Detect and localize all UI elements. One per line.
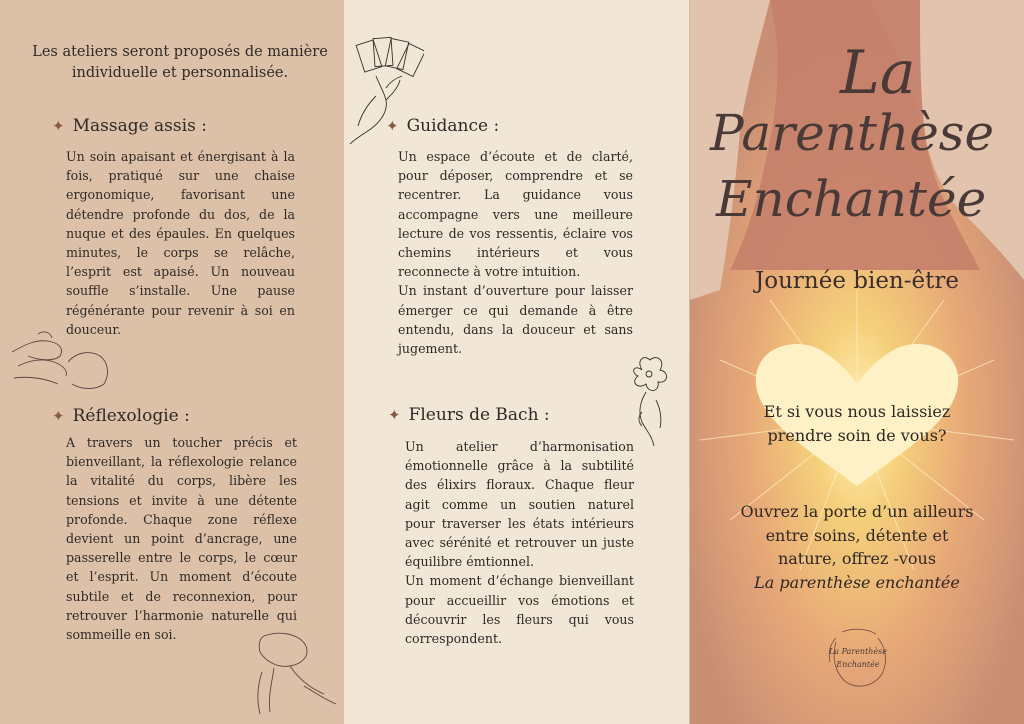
middle-panel <box>344 0 690 724</box>
sparkle-star-icon: ✦ <box>52 117 65 135</box>
call-to-action <box>690 500 1024 594</box>
left-panel <box>0 0 344 724</box>
right-panel <box>690 0 1024 724</box>
logo-text-1: La Parenthèse <box>828 647 888 656</box>
massage-heading <box>52 116 207 136</box>
foot-reflexology-icon <box>244 628 340 720</box>
heart-line-1: Et si vous nous laissiez <box>763 402 951 421</box>
guidance-title: Guidance : <box>406 116 500 136</box>
bach-title: Fleurs de Bach : <box>408 405 550 425</box>
sparkle-star-icon: ✦ <box>388 406 401 424</box>
reflexo-body <box>66 433 297 644</box>
bach-body <box>405 437 634 648</box>
massage-hands-icon <box>8 326 118 392</box>
intro-text: Les ateliers seront proposés de manière individuelle et personnalisée. <box>32 44 328 81</box>
cta-line-4: La parenthèse enchantée <box>754 572 960 592</box>
massage-title: Massage assis : <box>72 116 207 136</box>
sparkle-star-icon: ✦ <box>52 407 65 425</box>
cta-line-1: Ouvrez la porte d’un ailleurs <box>740 502 974 521</box>
massage-body <box>66 147 295 339</box>
bach-heading <box>388 405 550 425</box>
guidance-heading <box>386 116 499 136</box>
cta-line-3: nature, offrez -vous <box>777 549 937 568</box>
guidance-text-2: Un instant d’ouverture pour laisser émerger ce qui demande à être entendu, dans la douceur et sans jugement. <box>398 283 633 357</box>
subtitle: Journée bien-être <box>755 268 959 294</box>
guidance-text-1: Un espace d’écoute et de clarté, pour déposer, comprendre et se recentrer. La guidance vous accompagne vers une meilleure lecture de vos ressentis, éclaire vos chemins intérieurs et vous reconnecte à votre intuition. <box>398 149 633 280</box>
massage-text: Un soin apaisant et énergisant à la fois, pratiqué sur une chaise ergonomique, favorisant une détendre profonde du dos, de la nuque et des épaules. En quelques minutes, le corps se relâche, l’esprit est apaisé. Un nouveau souffle s’installe. Une pause régénérante pour revenir à soi en douceur. <box>66 149 295 337</box>
bach-text-2: Un moment d’échange bienveillant pour accueillir vos émotions et découvrir les fleurs qui vous correspondent. <box>405 573 634 647</box>
reflexo-heading <box>52 406 190 426</box>
cta-line-2: entre soins, détente et <box>765 525 949 545</box>
logo-text-2: Enchantée <box>836 660 880 669</box>
guidance-body <box>398 147 633 358</box>
heart-line-2: prendre soin de vous? <box>767 426 947 445</box>
reflexo-title: Réflexologie : <box>72 406 190 426</box>
title-line-3: Enchantée <box>716 170 987 228</box>
title-line-1: La <box>840 38 916 108</box>
brand-logo <box>822 622 894 694</box>
bach-text-1: Un atelier d’harmonisation émotionnelle grâce à la subtilité des élixirs floraux. Chaque fleur agit comme un soutien naturel pour traverser les états intérieurs avec sérénité et retrouver un juste équilibre émtionnel. <box>405 439 634 570</box>
heart-text <box>690 400 1024 448</box>
reflexo-text: A travers un toucher précis et bienveillant, la réflexologie relance la vitalité du corps, libère les tensions et invite à une détente profonde. Chaque zone réflexe devient un point d’ancrage, une passerelle entre le corps, le cœur et l’esprit. Un moment d’écoute subtile et de reconnexion, pour retrouver l’harmonie naturelle qui sommeille en soi. <box>66 435 297 643</box>
sparkle-star-icon: ✦ <box>386 117 399 135</box>
title-line-2: Parenthèse <box>710 104 995 162</box>
